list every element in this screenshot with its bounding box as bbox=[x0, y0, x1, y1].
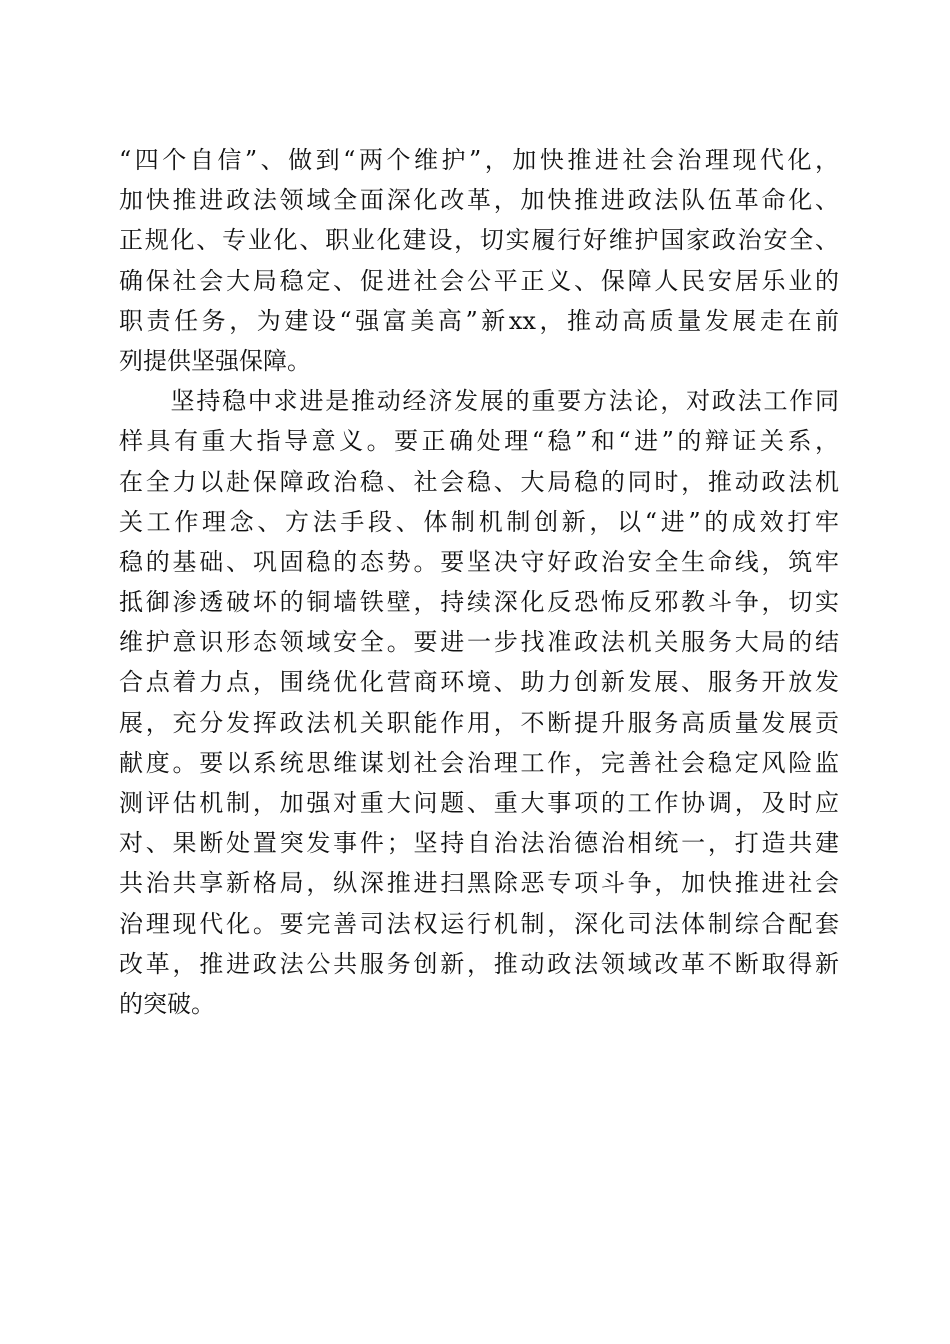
paragraph-line: 确保社会大局稳定、促进社会公平正义、保障人民安居乐业的 bbox=[119, 266, 839, 295]
paragraph-line: 合点着力点，围绕优化营商环境、助力创新发展、服务开放发 bbox=[119, 668, 839, 697]
paragraph-line: 加快推进政法领域全面深化改革，加快推进政法队伍革命化、 bbox=[119, 186, 839, 215]
paragraph-line: 关工作理念、方法手段、体制机制创新，以“进”的成效打牢 bbox=[119, 507, 839, 536]
paragraph-line: 样具有重大指导意义。要正确处理“稳”和“进”的辩证关系， bbox=[119, 427, 839, 456]
paragraph-line: 职责任务，为建设“强富美高”新xx，推动高质量发展走在前 bbox=[119, 306, 839, 335]
paragraph-line: 测评估机制，加强对重大问题、重大事项的工作协调，及时应 bbox=[119, 789, 839, 817]
paragraph-line: 展，充分发挥政法机关职能作用，不断提升服务高质量发展贡 bbox=[119, 708, 839, 737]
paragraph-line: 治理现代化。要完善司法权运行机制，深化司法体制综合配套 bbox=[119, 909, 839, 938]
paragraph-line: 对、果断处置突发事件；坚持自治法治德治相统一，打造共建 bbox=[119, 829, 839, 858]
paragraph-line: “四个自信”、做到“两个维护”，加快推进社会治理现代化， bbox=[119, 146, 839, 174]
paragraph-line: 献度。要以系统思维谋划社会治理工作，完善社会稳定风险监 bbox=[119, 748, 839, 777]
paragraph-line: 稳的基础、巩固稳的态势。要坚决守好政治安全生命线，筑牢 bbox=[119, 547, 839, 576]
document-body bbox=[119, 140, 839, 1024]
paragraph-1 bbox=[119, 140, 839, 381]
paragraph-line: 在全力以赴保障政治稳、社会稳、大局稳的同时，推动政法机 bbox=[119, 467, 839, 496]
paragraph-line: 改革，推进政法公共服务创新，推动政法领域改革不断取得新 bbox=[119, 949, 839, 978]
paragraph-line: 抵御渗透破坏的铜墙铁壁，持续深化反恐怖反邪教斗争，切实 bbox=[119, 588, 839, 617]
paragraph-line: 的突破。 bbox=[119, 989, 215, 1018]
paragraph-line: 维护意识形态领域安全。要进一步找准政法机关服务大局的结 bbox=[119, 628, 839, 657]
paragraph-line: 正规化、专业化、职业化建设，切实履行好维护国家政治安全、 bbox=[119, 226, 839, 255]
paragraph-line: 共治共享新格局，纵深推进扫黑除恶专项斗争，加快推进社会 bbox=[119, 869, 839, 898]
paragraph-line: 坚持稳中求进是推动经济发展的重要方法论，对政法工作同 bbox=[119, 387, 839, 416]
paragraph-2 bbox=[119, 381, 839, 1024]
paragraph-line: 列提供坚强保障。 bbox=[119, 346, 311, 375]
